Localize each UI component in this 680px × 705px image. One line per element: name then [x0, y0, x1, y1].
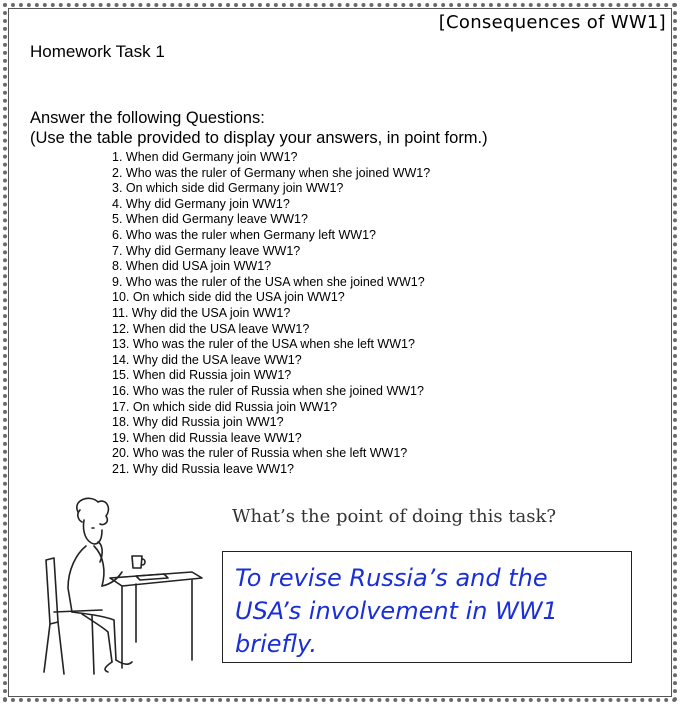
question-item: 14. Why did the USA leave WW1?: [112, 352, 302, 367]
question-item: 19. When did Russia leave WW1?: [112, 430, 302, 445]
instructions: [30, 108, 488, 148]
question-item: 12. When did the USA leave WW1?: [112, 321, 310, 336]
question-item: 18. Why did Russia join WW1?: [112, 415, 284, 430]
question-item: 2. Who was the ruler of Germany when she joined WW1?: [112, 165, 431, 180]
question-list: [112, 150, 430, 477]
question-item: 1. When did Germany join WW1?: [112, 150, 298, 164]
question-item: 9. Who was the ruler of the USA when she joined WW1?: [112, 274, 425, 289]
instructions-line-2: (Use the table provided to display your answers, in point form.): [30, 129, 488, 147]
question-item: 5. When did Germany leave WW1?: [112, 212, 308, 227]
instructions-line-1: Answer the following Questions:: [30, 109, 265, 127]
question-item: 17. On which side did Russia join WW1?: [112, 399, 338, 414]
question-item: 16. Who was the ruler of Russia when she joined WW1?: [112, 383, 424, 398]
point-answer-text: To revise Russia’s and the USA’s involvement in WW1 briefly.: [235, 564, 558, 658]
question-item: 11. Why did the USA join WW1?: [112, 305, 291, 320]
topic-label: [Consequences of WW1]: [438, 12, 666, 33]
question-item: 10. On which side did the USA join WW1?: [112, 290, 345, 305]
task-title: Homework Task 1: [30, 42, 165, 61]
point-question: What’s the point of doing this task?: [232, 506, 557, 527]
question-item: 15. When did Russia join WW1?: [112, 368, 292, 383]
question-item: 3. On which side did Germany join WW1?: [112, 181, 344, 196]
question-item: 20. Who was the ruler of Russia when she left WW1?: [112, 446, 408, 461]
question-item: 6. Who was the ruler when Germany left WW1?: [112, 227, 376, 242]
question-item: 8. When did USA join WW1?: [112, 259, 272, 274]
question-item: 7. Why did Germany leave WW1?: [112, 243, 301, 258]
question-item: 13. Who was the ruler of the USA when she left WW1?: [112, 337, 415, 352]
question-item: 4. Why did Germany join WW1?: [112, 196, 290, 211]
point-answer-box: [222, 551, 632, 663]
question-item: 21. Why did Russia leave WW1?: [112, 461, 295, 476]
thinking-student-at-desk-icon: [32, 492, 212, 682]
